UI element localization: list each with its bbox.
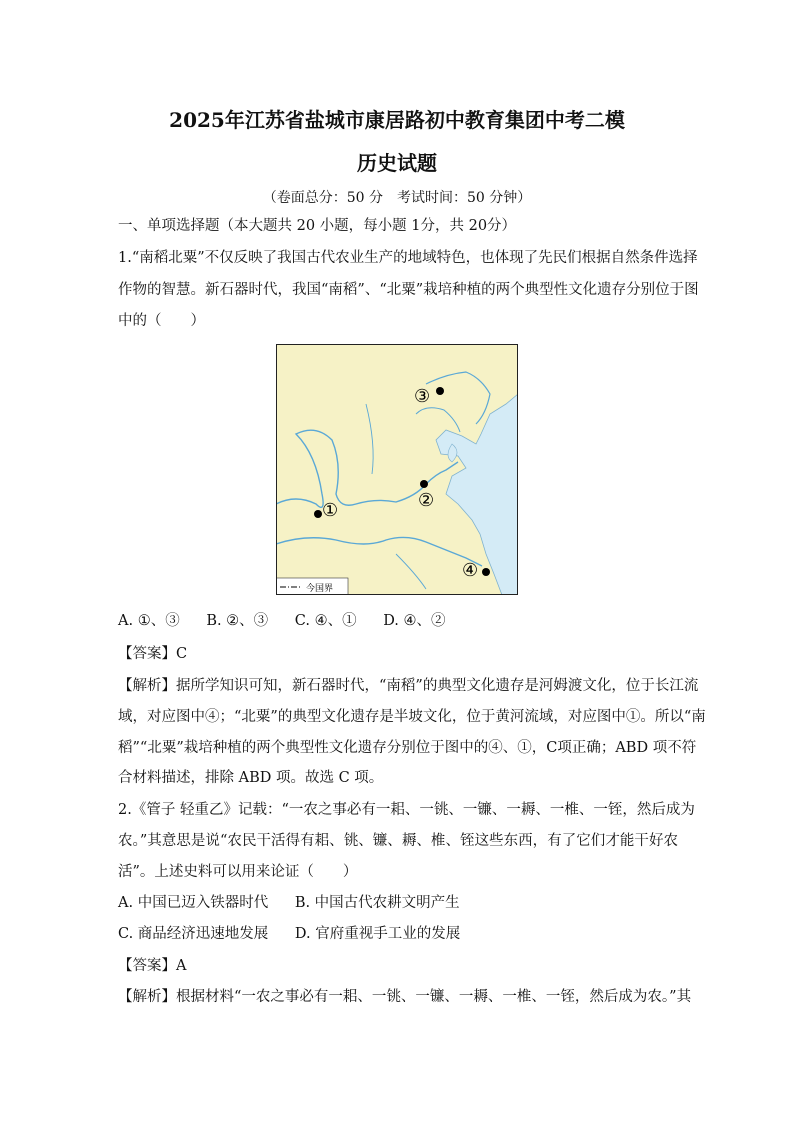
- q2-option-c: C. 商品经济迅速地发展: [118, 926, 269, 942]
- q1-option-c: C. ④、①: [294, 613, 357, 629]
- q2-option-a: A. 中国已迈入铁器时代: [118, 895, 269, 911]
- q1-line-2: 作物的智慧。新石器时代，我国“南稻”、“北粟”栽培种植的两个典型性文化遗存分别位于图: [118, 282, 699, 298]
- q2-line-2: 农。”其意思是说“农民干活得有耜、铫、镰、耨、椎、铚这些东西，有了它们才能干好农: [118, 833, 678, 849]
- site-dot-3: [436, 387, 444, 395]
- legend-label: 今国界: [306, 584, 334, 594]
- exam-meta: （卷面总分：50 分 考试时间：50 分钟）: [262, 190, 532, 206]
- q1-analysis-2: 域，对应图中④；“北粟”的典型文化遗存是半坡文化，位于黄河流域，对应图中①。所以“南: [118, 709, 706, 725]
- q2-options-row-1: [118, 893, 678, 913]
- site-dot-2: [420, 480, 428, 488]
- q1-option-b: B. ②、③: [206, 613, 269, 629]
- marker-2: ②: [418, 490, 435, 511]
- q1-option-d: D. ④、②: [383, 613, 446, 629]
- q2-option-b: B. 中国古代农耕文明产生: [294, 895, 460, 911]
- q2-line-3: 活”。上述史料可以用来论证（ ）: [118, 864, 358, 880]
- q1-analysis-3: 稻”“北粟”栽培种植的两个典型性文化遗存分别位于图中的④、①，C项正确；ABD 项不符: [118, 740, 697, 756]
- marker-4: ④: [462, 560, 479, 581]
- exam-subtitle: 历史试题: [357, 151, 437, 175]
- q1-options: [118, 611, 678, 631]
- site-dot-4: [482, 568, 490, 576]
- q2-line-1: 2.《管子 轻重乙》记载：“一农之事必有一耜、一铫、一镰、一耨、一椎、一铚，然后成为: [118, 802, 695, 818]
- exam-title: 2025年江苏省盐城市康居路初中教育集团中考二模: [169, 108, 625, 132]
- q1-analysis-4: 合材料描述，排除 ABD 项。故选 C 项。: [118, 770, 384, 786]
- china-map: [276, 344, 518, 595]
- q2-analysis-1: 【解析】根据材料“一农之事必有一耜、一铫、一镰、一耨、一椎、一铚，然后成为农。”其: [118, 989, 692, 1005]
- map-figure: [276, 344, 518, 595]
- q1-line-3: 中的（ ）: [118, 313, 205, 329]
- q1-analysis-1: 【解析】据所学知识可知，新石器时代，“南稻”的典型文化遗存是河姆渡文化，位于长江流: [118, 678, 699, 694]
- section-heading: 一、单项选择题（本大题共 20 小题，每小题 1分，共 20分）: [118, 218, 517, 234]
- marker-1: ①: [322, 500, 339, 521]
- q1-option-a: A. ①、③: [118, 613, 180, 629]
- q2-option-d: D. 官府重视手工业的发展: [294, 926, 461, 942]
- q1-answer: 【答案】C: [118, 646, 188, 662]
- q2-answer: 【答案】A: [118, 958, 187, 974]
- q1-line-1: 1.“南稻北粟”不仅反映了我国古代农业生产的地域特色，也体现了先民们根据自然条件选择: [118, 250, 698, 266]
- q2-options-row-2: [118, 924, 678, 944]
- marker-3: ③: [414, 386, 431, 407]
- site-dot-1: [314, 510, 322, 518]
